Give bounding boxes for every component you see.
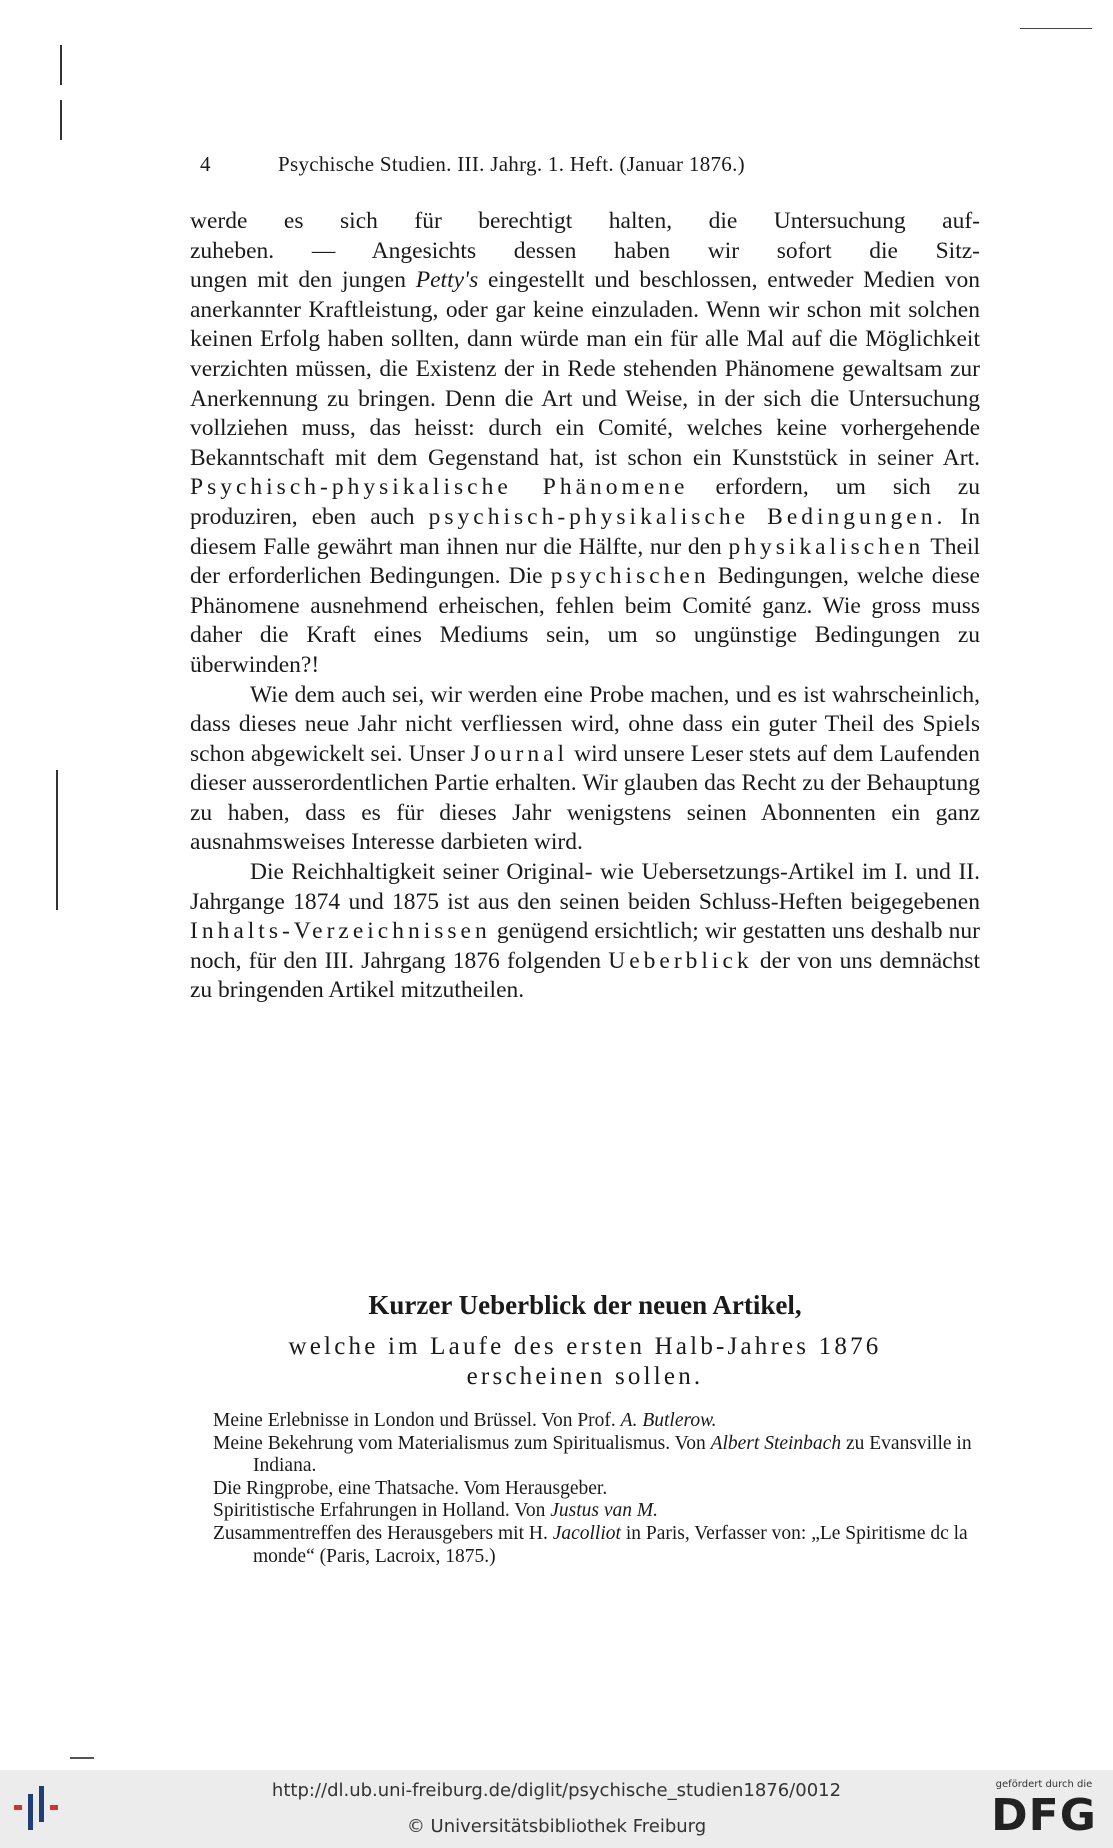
author-name: Albert Steinbach bbox=[710, 1432, 842, 1454]
subtitle-line: welche im Laufe des ersten Halb-Jahres 1876 bbox=[288, 1333, 882, 1360]
text-run: genügend ersichtlich; wir gestatten uns deshalb nur noch, für den III. Jahrgang 1876 folgenden bbox=[190, 918, 980, 974]
item-text: zu Evansville in Indiana. bbox=[253, 1432, 972, 1477]
item-text: Meine Bekehrung vom Materialismus zum Spiritualismus. Von bbox=[213, 1432, 711, 1454]
author-name: A. Butlerow. bbox=[620, 1410, 717, 1431]
running-header bbox=[200, 152, 930, 182]
list-item bbox=[213, 1500, 975, 1523]
list-item bbox=[213, 1523, 975, 1568]
paragraph bbox=[190, 207, 980, 681]
emphasis: physikalischen bbox=[728, 533, 925, 560]
article-body bbox=[190, 207, 980, 1006]
list-item bbox=[213, 1410, 975, 1433]
paragraph bbox=[190, 681, 980, 859]
text-run: ungen mit den jungen bbox=[190, 267, 416, 294]
author-name: Jacolliot bbox=[552, 1522, 621, 1544]
person-name: Petty's bbox=[415, 267, 479, 294]
margin-mark bbox=[56, 770, 58, 910]
margin-mark bbox=[60, 100, 62, 140]
page-number: 4 bbox=[200, 152, 211, 176]
item-text: Spiritistische Erfahrungen in Holland. Von bbox=[213, 1500, 551, 1522]
text-line: zuheben. — Angesichts dessen haben wir sofort die Sitz- bbox=[190, 237, 980, 264]
copyright-notice: © Universitätsbibliothek Freiburg bbox=[406, 1816, 707, 1837]
dfg-logo[interactable] bbox=[985, 1779, 1103, 1841]
dfg-wordmark: DFG bbox=[991, 1790, 1097, 1841]
section-title: Kurzer Ueberblick der neuen Artikel, bbox=[368, 1290, 802, 1320]
text-line: werde es sich für berechtigt halten, die Untersuchung auf- bbox=[190, 208, 980, 234]
emphasis: Ueberblick bbox=[608, 947, 753, 974]
dfg-caption: gefördert durch die bbox=[995, 1779, 1093, 1790]
item-text: Meine Erlebnisse in London und Brüssel. Von Prof. bbox=[213, 1410, 621, 1431]
emphasis: Psychisch-physikalische Phänomene bbox=[190, 474, 689, 501]
emphasis: psychisch-physikalische Bedingungen. bbox=[428, 503, 947, 530]
item-text: Zusammentreffen des Herausgebers mit H. bbox=[213, 1522, 553, 1544]
text-run: eingestellt und beschlossen, entweder Medien von anerkannter Kraftleistung, oder gar keine einzuladen. Wenn wir schon mit solchen keinen Erfolg haben sollten, dann würde man ein für alle Mal auf die Möglichkeit verzichten müssen, die Existenz der in Rede stehenden Phänomene gewaltsam zur Anerkennung zu bringen. Denn die Art und Weise, in der sich die Untersuchung vollziehen muss, das heisst: durch ein Comité, welches keine vorhergehende Bekanntschaft mit dem Gegenstand hat, ist schon ein Kunststück in seiner Art. bbox=[190, 267, 980, 471]
emphasis: Journal bbox=[470, 740, 569, 767]
text-run: der von uns demnächst zu bringenden Artikel mitzutheilen. bbox=[190, 947, 980, 1004]
section-subtitle bbox=[190, 1332, 980, 1392]
emphasis: psychischen bbox=[550, 563, 710, 590]
author-name: Justus van M. bbox=[550, 1500, 659, 1522]
text-run: Theil der erforderlichen Bedingungen. Die bbox=[190, 533, 980, 590]
text-run: Bedingungen, welche diese Phänomene ausnehmend erheischen, fehlen beim Comité ganz. Wie gross muss daher die Kraft eines Mediums sein, um so ungünstige Bedingungen zu überwinden?! bbox=[190, 563, 980, 678]
text-run: erfordern, um sich zu produziren, eben auch bbox=[190, 474, 980, 530]
margin-mark bbox=[60, 45, 62, 85]
top-rule bbox=[1020, 28, 1092, 29]
list-item bbox=[213, 1478, 975, 1501]
list-item bbox=[213, 1433, 975, 1478]
text-run: Wie dem auch sei, wir werden eine Probe machen, und es ist wahrscheinlich, dass dieses neue Jahr nicht verfliessen wird, ohne dass ein guter Theil des Spiels schon abgewickelt sei. Unser bbox=[190, 681, 980, 767]
article-list bbox=[213, 1410, 975, 1568]
permalink[interactable]: http://dl.ub.uni-freiburg.de/diglit/psychische_studien1876/0012 bbox=[271, 1780, 842, 1801]
footer-dash bbox=[70, 1757, 94, 1759]
text-run: Die Reichhaltigkeit seiner Original- wie Uebersetzungs-Artikel im I. und II. Jahrgange 1874 und 1875 ist aus den seinen beiden Schluss-Heften beigegebenen bbox=[190, 859, 980, 915]
emphasis: Inhalts-Verzeichnissen bbox=[190, 918, 491, 945]
subtitle-line: erscheinen sollen. bbox=[466, 1363, 704, 1390]
text-run: wird unsere Leser stets auf dem Laufenden dieser ausserordentlichen Partie erhalten. Wir glauben das Recht zu der Behauptung zu haben, dass es für dieses Jahr wenigstens seinen Abonnenten ein ganz ausnahmsweises Interesse darbieten wird. bbox=[190, 740, 980, 856]
item-text: Die Ringprobe, eine Thatsache. Vom Herausgeber. bbox=[213, 1477, 608, 1499]
running-head: Psychische Studien. III. Jahrg. 1. Heft. (Januar 1876.) bbox=[278, 152, 745, 176]
paragraph bbox=[190, 858, 980, 1006]
text-run: In diesem Falle gewährt man ihnen nur die Hälfte, nur den bbox=[190, 503, 981, 560]
item-text: in Paris, Verfasser von: „Le Spiritisme dc la monde“ (Paris, Lacroix, 1875.) bbox=[253, 1522, 968, 1567]
